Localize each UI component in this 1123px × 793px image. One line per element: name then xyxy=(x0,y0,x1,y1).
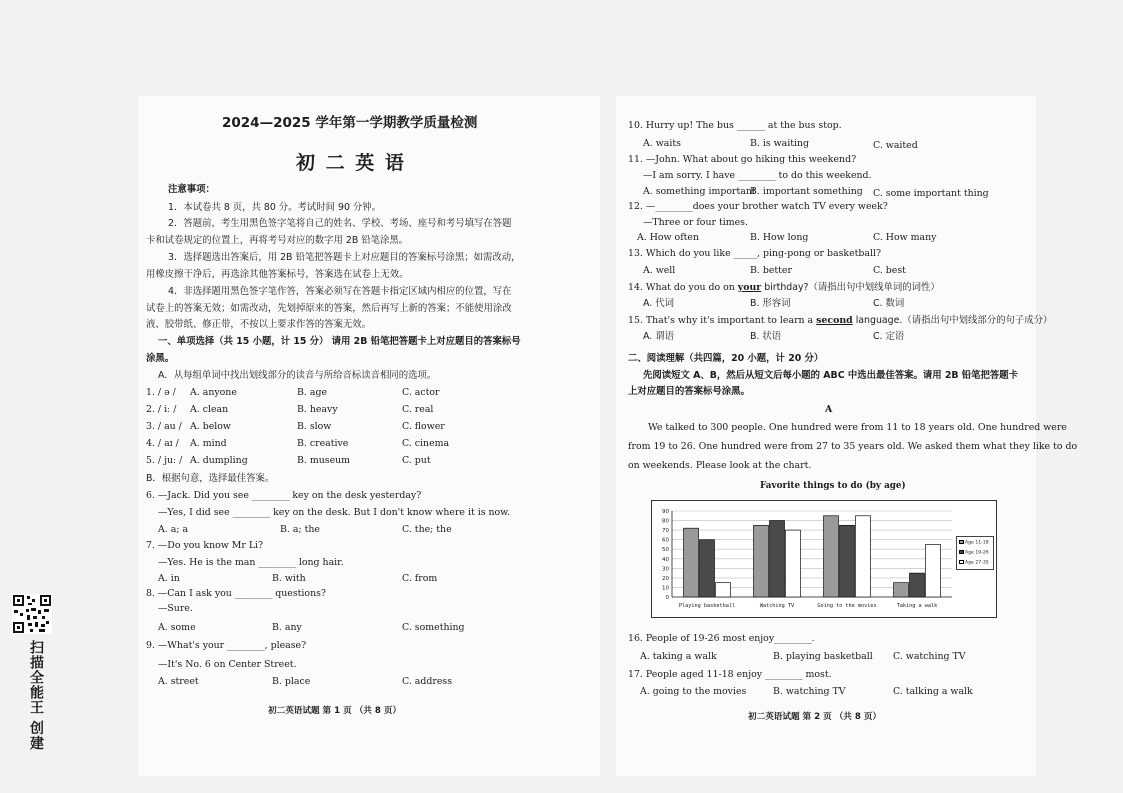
note-line: 用橡皮擦干净后，再选涂其他答案标号，答案选在试卷上无效。 xyxy=(146,269,409,280)
bar xyxy=(786,530,801,597)
option-a: A. mind xyxy=(190,438,227,449)
y-tick-label: 80 xyxy=(662,518,669,525)
question-11-line-2: —I am sorry. I have ________ to do this weekend. xyxy=(643,170,872,181)
option-b: B. any xyxy=(272,622,302,633)
question-14-text-end: birthday?（请指出句中划线单词的词性） xyxy=(761,282,940,293)
legend-entry xyxy=(959,560,989,566)
option-b: B. heavy xyxy=(297,404,338,415)
option-c: C. 数词 xyxy=(873,298,905,309)
note-line: 3．选择题选出答案后，用 2B 铅笔把答题卡上对应题目的答案标号涂黑；如需改动， xyxy=(168,252,521,263)
chart-legend xyxy=(956,536,994,570)
x-tick-label: Taking a walk xyxy=(896,603,938,609)
scanner-watermark: 扫描全能王 创建 xyxy=(28,640,44,751)
option-b: B. better xyxy=(750,265,792,276)
question-15-line-1 xyxy=(628,315,1052,327)
option-c: C. put xyxy=(402,455,431,466)
option-b: B. 状语 xyxy=(750,331,782,342)
option-b: B. place xyxy=(272,676,311,687)
bar xyxy=(894,583,909,597)
qr-code-graphic xyxy=(12,594,52,634)
legend-swatch xyxy=(959,540,964,544)
question-8-line-1: 8. —Can I ask you ________ questions? xyxy=(146,588,326,599)
page-1 xyxy=(138,96,600,776)
option-b: B. a; the xyxy=(280,524,320,535)
option-c: C. from xyxy=(402,573,438,584)
y-tick-label: 60 xyxy=(662,537,669,544)
option-a: A. street xyxy=(158,676,199,687)
option-b: B. is waiting xyxy=(750,138,810,149)
option-a: A. going to the movies xyxy=(640,686,747,697)
question-14-line-1 xyxy=(628,282,940,294)
option-b: B. important something xyxy=(750,186,863,197)
passage-line: from 19 to 26. One hundred were from 27 to 35 years old. We asked them what they like to do xyxy=(628,441,1078,452)
y-tick-label: 40 xyxy=(662,556,669,563)
option-a: A. well xyxy=(643,265,676,276)
question-12-line-1: 12. —________does your brother watch TV every week? xyxy=(628,201,888,212)
bar xyxy=(684,528,699,597)
phonetic-symbol: 5. / juː / xyxy=(146,455,183,466)
bar xyxy=(700,540,715,597)
passage-line: on weekends. Please look at the chart. xyxy=(628,460,812,471)
option-c: C. 定语 xyxy=(873,331,905,342)
option-c: C. the; the xyxy=(402,524,452,535)
option-b: B. with xyxy=(272,573,306,584)
option-b: B. museum xyxy=(297,455,351,466)
bar xyxy=(824,516,839,597)
bar xyxy=(856,516,871,597)
chart-title: Favorite things to do (by age) xyxy=(760,481,906,491)
option-c: C. real xyxy=(402,404,434,415)
y-tick-label: 10 xyxy=(662,585,669,592)
phonetic-symbol: 4. / aɪ / xyxy=(146,438,179,449)
phonetic-symbol: 2. / iː / xyxy=(146,404,177,415)
question-14-text: 14. What do you do on xyxy=(628,282,738,293)
legend-entry xyxy=(959,540,989,546)
option-a: A. something important xyxy=(643,186,756,197)
passage-label: A xyxy=(825,404,833,415)
option-a: A. below xyxy=(190,421,231,432)
option-c: C. something xyxy=(402,622,465,633)
question-7-line-2: —Yes. He is the man ________ long hair. xyxy=(158,557,344,568)
y-tick-label: 20 xyxy=(662,575,669,582)
option-c: C. cinema xyxy=(402,438,450,449)
option-a: A. 代词 xyxy=(643,298,674,309)
y-tick-label: 70 xyxy=(662,528,669,535)
legend-label: Age 11-18 xyxy=(965,540,989,546)
page-footer-right: 初二英语试题 第 2 页 （共 8 页） xyxy=(748,712,882,722)
question-12-line-2: —Three or four times. xyxy=(643,217,748,228)
subject-title: 初 二 英 语 xyxy=(296,152,406,174)
notes-heading: 注意事项： xyxy=(168,184,215,195)
chart-plot xyxy=(652,501,998,619)
option-b: B. playing basketball xyxy=(773,651,873,662)
y-tick-label: 0 xyxy=(665,595,669,601)
option-a: A. a; a xyxy=(158,524,189,535)
option-a: A. taking a walk xyxy=(640,651,717,662)
question-6-line-2: —Yes, I did see ________ key on the desk. But I don't know where it is now. xyxy=(158,507,511,518)
option-a: A. in xyxy=(158,573,180,584)
question-9-line-2: —It's No. 6 on Center Street. xyxy=(158,659,297,670)
note-line: 1．本试卷共 8 页，共 80 分。考试时间 90 分钟。 xyxy=(168,202,382,213)
bar xyxy=(770,521,785,597)
bar xyxy=(754,525,769,597)
option-a: A. dumpling xyxy=(190,455,248,466)
note-line: 4．非选择题用黑色签字笔作答，答案必须写在答题卡指定区域内相应的位置，写在 xyxy=(168,286,512,297)
legend-entry xyxy=(959,550,989,556)
option-b: B. 形容词 xyxy=(750,298,791,309)
question-16-line-1: 16. People of 19-26 most enjoy________. xyxy=(628,633,815,644)
bar xyxy=(910,573,925,597)
underlined-word: your xyxy=(737,282,762,293)
option-c: C. watching TV xyxy=(893,651,966,662)
option-b: B. age xyxy=(297,387,327,398)
option-a: A. clean xyxy=(190,404,229,415)
bar xyxy=(716,583,731,597)
option-c: C. talking a walk xyxy=(893,686,973,697)
y-tick-label: 50 xyxy=(662,547,669,554)
part-b-instruction: B．根据句意，选择最佳答案。 xyxy=(146,473,275,484)
option-b: B. How long xyxy=(750,232,809,243)
option-b: B. creative xyxy=(297,438,349,449)
x-tick-label: Going to the movies xyxy=(817,603,877,609)
note-line: 液、胶带纸、修正带，不按以上要求作答的答案无效。 xyxy=(146,319,372,330)
underlined-word: second xyxy=(816,315,853,326)
option-b: B. slow xyxy=(297,421,332,432)
question-10-line-1: 10. Hurry up! The bus ______ at the bus stop. xyxy=(628,120,842,131)
question-8-line-2: —Sure. xyxy=(158,603,193,614)
option-c: C. flower xyxy=(402,421,445,432)
section-2-instruction-cont: 上对应题目的答案标号涂黑。 xyxy=(628,386,750,397)
phonetic-symbol: 1. / ə / xyxy=(146,387,176,398)
section-2-instruction: 先阅读短文 A、B，然后从短文后每小题的 ABC 中选出最佳答案。请用 2B 铅笔把答题卡 xyxy=(643,370,1019,381)
note-line: 2．答题前，考生用黑色签字笔将自己的姓名、学校、考场、座号和考号填写在答题 xyxy=(168,218,512,229)
phonetic-symbol: 3. / au / xyxy=(146,421,182,432)
option-c: C. address xyxy=(402,676,453,687)
passage-line: We talked to 300 people. One hundred were from 11 to 18 years old. One hundred were xyxy=(648,422,1067,433)
question-15-text-end: language.（请指出句中划线部分的句子成分） xyxy=(852,315,1053,326)
y-tick-label: 30 xyxy=(662,566,669,573)
exam-title: 2024—2025 学年第一学期教学质量检测 xyxy=(222,115,478,131)
option-a: A. 谓语 xyxy=(643,331,674,342)
question-17-line-1: 17. People aged 11-18 enjoy ________ most. xyxy=(628,669,832,680)
question-7-line-1: 7. —Do you know Mr Li? xyxy=(146,540,264,551)
part-a-instruction: A．从每组单词中找出划线部分的读音与所给音标读音相同的选项。 xyxy=(158,370,437,381)
option-a: A. How often xyxy=(637,232,700,243)
page-footer-left: 初二英语试题 第 1 页 （共 8 页） xyxy=(268,706,402,716)
legend-label: Age 27-35 xyxy=(965,560,989,566)
option-a: A. anyone xyxy=(190,387,237,398)
x-tick-label: Playing basketball xyxy=(678,603,736,609)
option-c: C. best xyxy=(873,265,906,276)
legend-label: Age 19-26 xyxy=(965,550,989,556)
note-line: 卡和试卷规定的位置上，再将考号对应的数字用 2B 铅笔涂黑。 xyxy=(146,235,409,246)
option-c: C. How many xyxy=(873,232,937,243)
x-tick-label: Watching TV xyxy=(759,603,795,609)
question-11-line-1: 11. —John. What about go hiking this weekend? xyxy=(628,154,857,165)
bar xyxy=(926,544,941,597)
note-line: 试卷上的答案无效；如需改动，先划掉原来的答案，然后再写上新的答案；不能使用涂改 xyxy=(146,303,512,314)
y-tick-label: 90 xyxy=(662,509,669,515)
option-c: C. some important thing xyxy=(873,188,989,199)
section-2-heading: 二、阅读理解（共四篇，20 小题，计 20 分） xyxy=(628,353,824,364)
legend-swatch xyxy=(959,550,964,554)
option-a: A. some xyxy=(158,622,196,633)
question-9-line-1: 9. —What's your ________, please? xyxy=(146,640,307,651)
option-c: C. waited xyxy=(873,140,918,151)
bar xyxy=(840,525,855,597)
qr-code-icon xyxy=(12,594,52,634)
bar-chart xyxy=(651,500,997,618)
option-b: B. watching TV xyxy=(773,686,846,697)
question-15-text: 15. That's why it's important to learn a xyxy=(628,315,817,326)
option-c: C. actor xyxy=(402,387,440,398)
question-13-line-1: 13. Which do you like _____, ping-pong or basketball? xyxy=(628,248,882,259)
section-1-heading-cont: 涂黑。 xyxy=(146,353,175,364)
section-1-heading: 一、单项选择（共 15 小题，计 15 分） 请用 2B 铅笔把答题卡上对应题目的答案标号 xyxy=(158,336,521,347)
option-a: A. waits xyxy=(643,138,681,149)
legend-swatch xyxy=(959,560,964,564)
question-6-line-1: 6. —Jack. Did you see ________ key on the desk yesterday? xyxy=(146,490,422,501)
